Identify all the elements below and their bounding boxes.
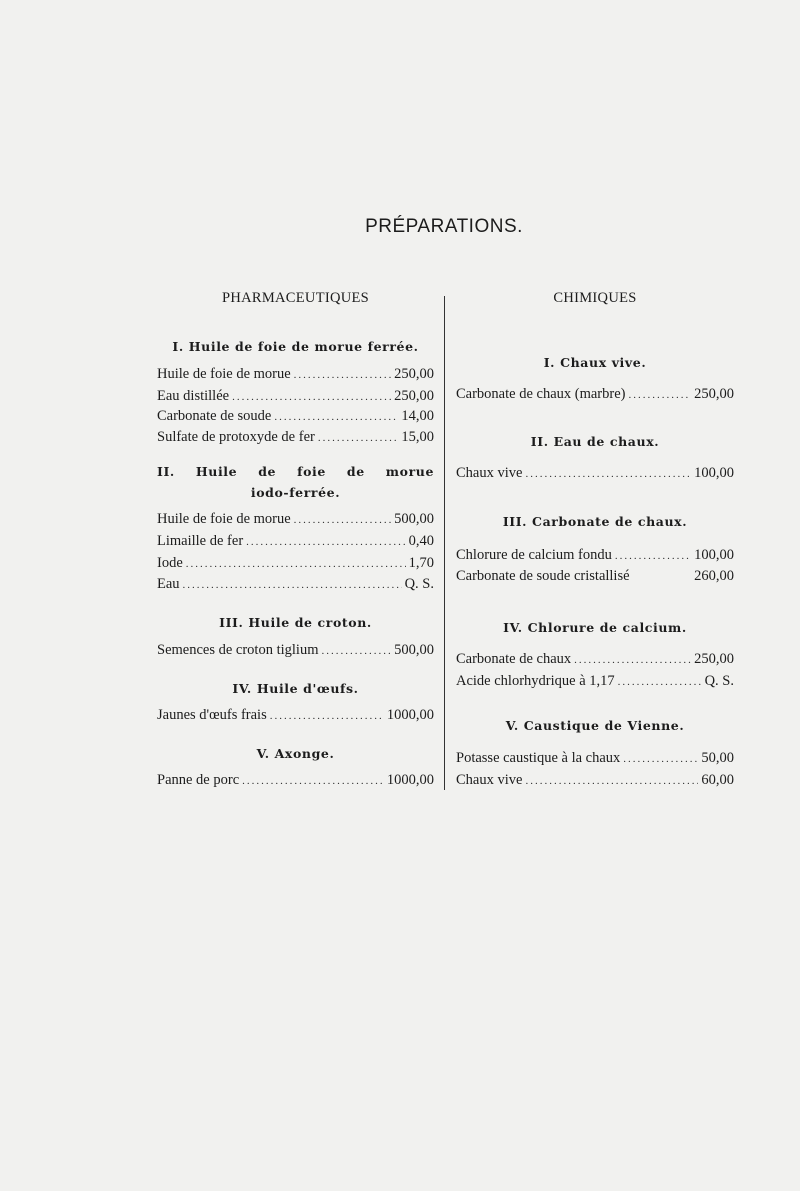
recipe-line: Carbonate de chaux (marbre) ..... 250,00 xyxy=(456,384,734,404)
recipe-line: Eau ..... Q. S. xyxy=(157,574,434,594)
recipe-line: Potasse caustique à la chaux ..... 50,00 xyxy=(456,748,734,768)
recipe-line: Carbonate de soude cristallisé 260,00 xyxy=(456,568,734,584)
recipe-line: Chaux vive ..... 60,00 xyxy=(456,770,734,790)
recipe-line: Chaux vive ..... 100,00 xyxy=(456,463,734,483)
column-header-chimiques: CHIMIQUES xyxy=(553,290,637,306)
recipe-line: Panne de porc ..... 1000,00 xyxy=(157,770,434,790)
column-header-pharmaceutiques: PHARMACEUTIQUES xyxy=(221,290,370,306)
recipe-line: Eau distillée ..... 250,00 xyxy=(157,386,434,406)
recipe-line: Huile de foie de morue ..... 500,00 xyxy=(157,509,434,529)
recipe-line: Carbonate de chaux ..... 250,00 xyxy=(456,649,734,669)
recipe-line: Huile de foie de morue ..... 250,00 xyxy=(157,364,434,384)
recipe-line: Jaunes d'œufs frais ..... 1000,00 xyxy=(157,705,434,725)
recipe-line: Carbonate de soude ..... 14,00 xyxy=(157,406,434,426)
section-title: III. Carbonate de chaux. xyxy=(502,514,688,529)
section-title: III. Huile de croton. xyxy=(219,615,372,630)
section-title: V. Caustique de Vienne. xyxy=(505,718,685,733)
section-title: IV. Huile d'œufs. xyxy=(232,681,359,696)
recipe-line: Semences de croton tiglium ..... 500,00 xyxy=(157,640,434,660)
section-title: I. Huile de foie de morue ferrée. xyxy=(172,339,419,354)
recipe-line: Sulfate de protoxyde de fer ..... 15,00 xyxy=(157,427,434,447)
page-title: PRÉPARATIONS. xyxy=(365,216,523,237)
recipe-line: Iode ..... 1,70 xyxy=(157,553,434,573)
recipe-line: Limaille de fer ..... 0,40 xyxy=(157,531,434,551)
section-title: I. Chaux vive. xyxy=(543,355,647,370)
section-title: V. Axonge. xyxy=(256,746,335,761)
section-title: II. Huile de foie de morue xyxy=(157,464,434,479)
section-title-continued: iodo-ferrée. xyxy=(250,485,341,500)
recipe-line: Chlorure de calcium fondu ..... 100,00 xyxy=(456,545,734,565)
section-title: IV. Chlorure de calcium. xyxy=(503,620,687,635)
section-title: II. Eau de chaux. xyxy=(530,434,660,449)
recipe-line: Acide chlorhydrique à 1,17 ..... Q. S. xyxy=(456,671,734,691)
column-divider xyxy=(444,296,445,790)
